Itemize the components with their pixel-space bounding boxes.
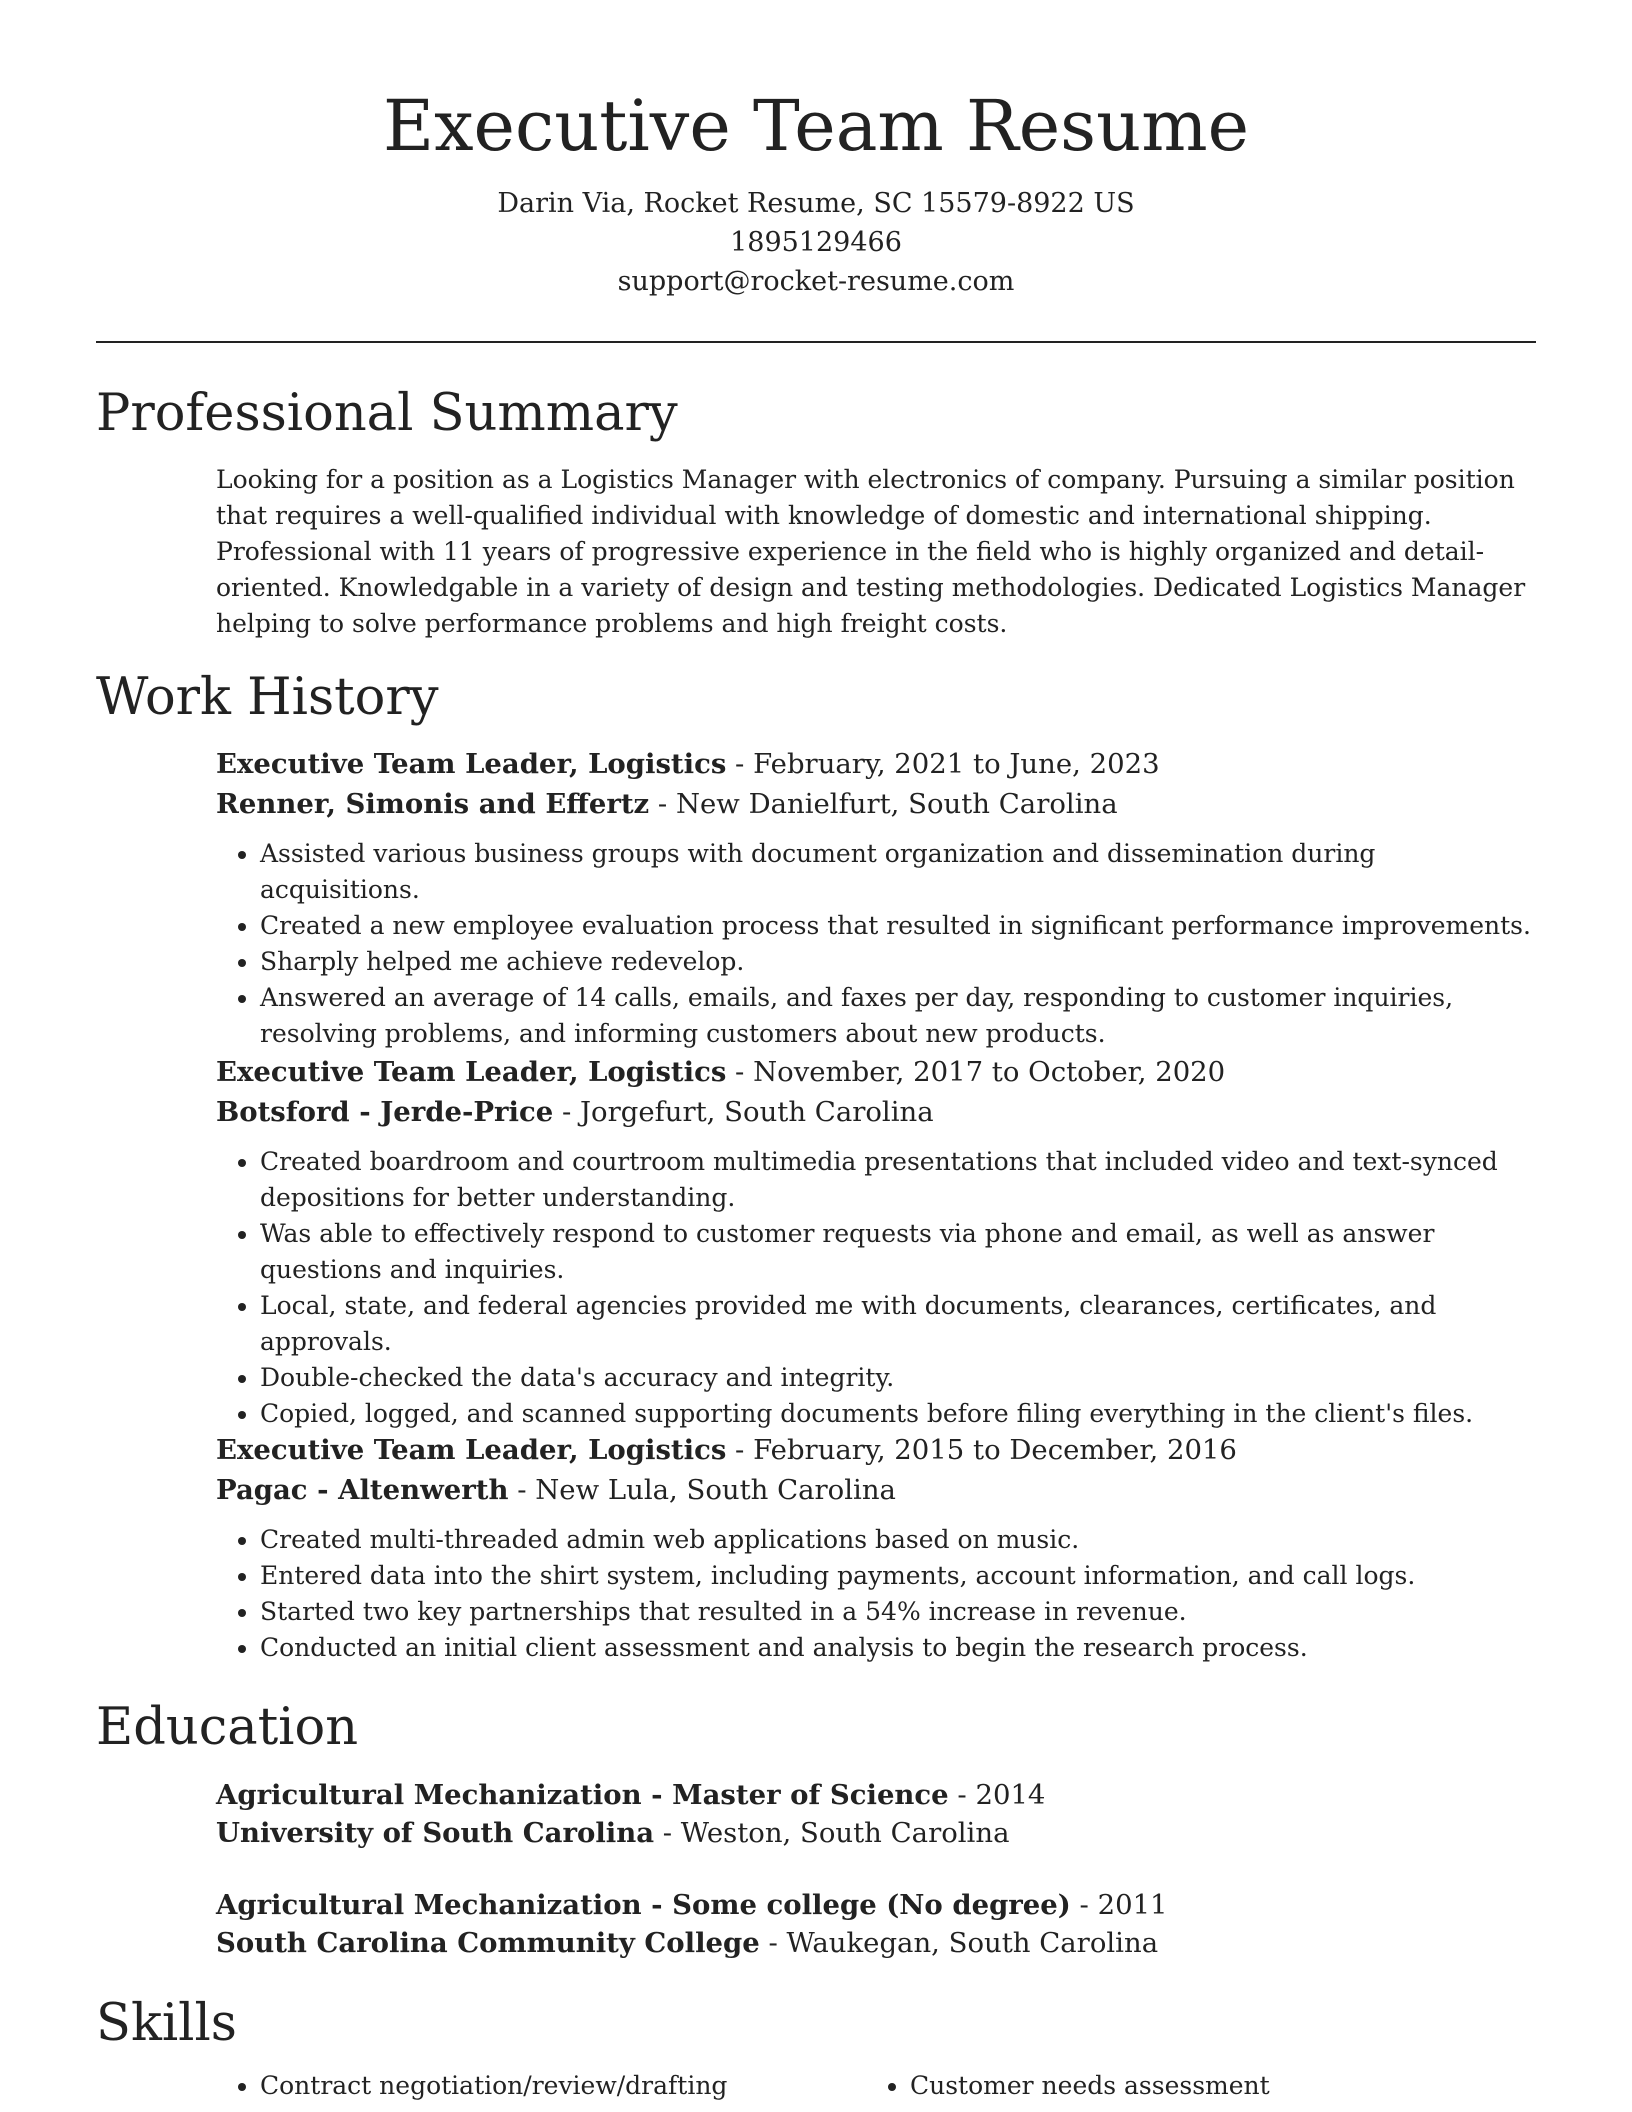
education-year: - 2011 bbox=[1070, 1889, 1168, 1921]
contact-email: support@rocket-resume.com bbox=[617, 266, 1015, 297]
job-bullets bbox=[216, 1144, 1536, 1432]
education-year: - 2014 bbox=[948, 1779, 1046, 1811]
job-role: Executive Team Leader, Logistics bbox=[216, 1056, 727, 1088]
list-item: • Created a new employee evaluation process that resulted in significant performance improvements. bbox=[260, 908, 1536, 944]
job-company: Botsford - Jerde-Price bbox=[216, 1096, 554, 1128]
list-item: • Was able to effectively respond to customer requests via phone and email, as well as answer questions and inquiries. bbox=[260, 1216, 1536, 1288]
job-role: Executive Team Leader, Logistics bbox=[216, 748, 727, 780]
education-heading: Education bbox=[96, 1698, 359, 1757]
list-item: • Answered an average of 14 calls, emails, and faxes per day, responding to customer inquiries, resolving problems, and informing customers about new products. bbox=[260, 980, 1536, 1052]
education-degree: - Some college (No degree) bbox=[641, 1889, 1071, 1921]
list-item: • Double-checked the data's accuracy and integrity. bbox=[260, 1360, 1536, 1396]
job-location: - New Lula, South Carolina bbox=[508, 1474, 896, 1506]
contact-address: Darin Via, Rocket Resume, SC 15579-8922 US bbox=[497, 188, 1135, 219]
job-location: - New Danielfurt, South Carolina bbox=[649, 788, 1118, 820]
resume-title: Executive Team Resume bbox=[382, 85, 1249, 167]
list-item: • Assisted various business groups with document organization and dissemination during acquisitions. bbox=[260, 836, 1536, 908]
job-bullets bbox=[216, 1522, 1536, 1666]
job-entry bbox=[216, 1430, 1536, 1666]
job-title-line bbox=[216, 744, 1536, 784]
summary-text: Looking for a position as a Logistics Manager with electronics of company. Pursuing a similar position that requires a well-qualified individual with knowledge of domestic and international shipping. Professional with 11 years of progressive experience in the field who is highly organized and detail-oriented. Knowledgable in a variety of design and testing methodologies. Dedicated Logistics Manager helping to solve performance problems and high freight costs. bbox=[216, 465, 1526, 638]
list-item: • Entered data into the shirt system, including payments, account information, and call logs. bbox=[260, 1558, 1536, 1594]
contact-block bbox=[0, 184, 1632, 301]
summary-heading: Professional Summary bbox=[96, 384, 678, 443]
education-degree-line bbox=[216, 1776, 1536, 1814]
job-role: Executive Team Leader, Logistics bbox=[216, 1434, 727, 1466]
list-item: • Conducted an initial client assessment and analysis to begin the research process. bbox=[260, 1630, 1536, 1666]
list-item: • Contract negotiation/review/drafting bbox=[260, 2068, 836, 2104]
job-title-line bbox=[216, 1430, 1536, 1470]
skills-heading: Skills bbox=[96, 1994, 237, 2053]
education-school: University of South Carolina bbox=[216, 1817, 655, 1849]
list-item: • Local, state, and federal agencies provided me with documents, clearances, certificates, and approvals. bbox=[260, 1288, 1536, 1360]
education-school: South Carolina Community College bbox=[216, 1927, 760, 1959]
list-item: • Sharply helped me achieve redevelop. bbox=[260, 944, 1536, 980]
education-entry bbox=[216, 1776, 1536, 1852]
skills-column-right bbox=[866, 2068, 1486, 2104]
job-dates: - February, 2021 to June, 2023 bbox=[726, 748, 1160, 780]
resume-header bbox=[0, 82, 1632, 301]
job-title-line bbox=[216, 1052, 1536, 1092]
education-field: Agricultural Mechanization bbox=[216, 1889, 642, 1921]
job-company-line bbox=[216, 1470, 1536, 1510]
job-company: Renner, Simonis and Effertz bbox=[216, 788, 650, 820]
skills-column-left bbox=[216, 2068, 836, 2104]
header-divider bbox=[96, 341, 1536, 343]
education-degree-line bbox=[216, 1886, 1536, 1924]
job-company-line bbox=[216, 784, 1536, 824]
contact-phone: 1895129466 bbox=[730, 227, 902, 258]
job-company: Pagac - Altenwerth bbox=[216, 1474, 509, 1506]
list-item: • Customer needs assessment bbox=[910, 2068, 1486, 2104]
education-school-line bbox=[216, 1814, 1536, 1852]
work-history-heading: Work History bbox=[96, 668, 439, 727]
job-dates: - February, 2015 to December, 2016 bbox=[726, 1434, 1237, 1466]
list-item: • Created multi-threaded admin web applications based on music. bbox=[260, 1522, 1536, 1558]
job-location: - Jorgefurt, South Carolina bbox=[553, 1096, 934, 1128]
job-entry bbox=[216, 1052, 1536, 1432]
list-item: • Created boardroom and courtroom multimedia presentations that included video and text-synced depositions for better understanding. bbox=[260, 1144, 1536, 1216]
education-degree: - Master of Science bbox=[641, 1779, 949, 1811]
job-dates: - November, 2017 to October, 2020 bbox=[726, 1056, 1226, 1088]
list-item: • Copied, logged, and scanned supporting documents before filing everything in the client's files. bbox=[260, 1396, 1536, 1432]
education-location: - Weston, South Carolina bbox=[654, 1817, 1010, 1849]
education-location: - Waukegan, South Carolina bbox=[759, 1927, 1159, 1959]
list-item: • Started two key partnerships that resulted in a 54% increase in revenue. bbox=[260, 1594, 1536, 1630]
education-field: Agricultural Mechanization bbox=[216, 1779, 642, 1811]
job-bullets bbox=[216, 836, 1536, 1052]
education-entry bbox=[216, 1886, 1536, 1962]
job-entry bbox=[216, 744, 1536, 1052]
job-company-line bbox=[216, 1092, 1536, 1132]
education-school-line bbox=[216, 1924, 1536, 1962]
